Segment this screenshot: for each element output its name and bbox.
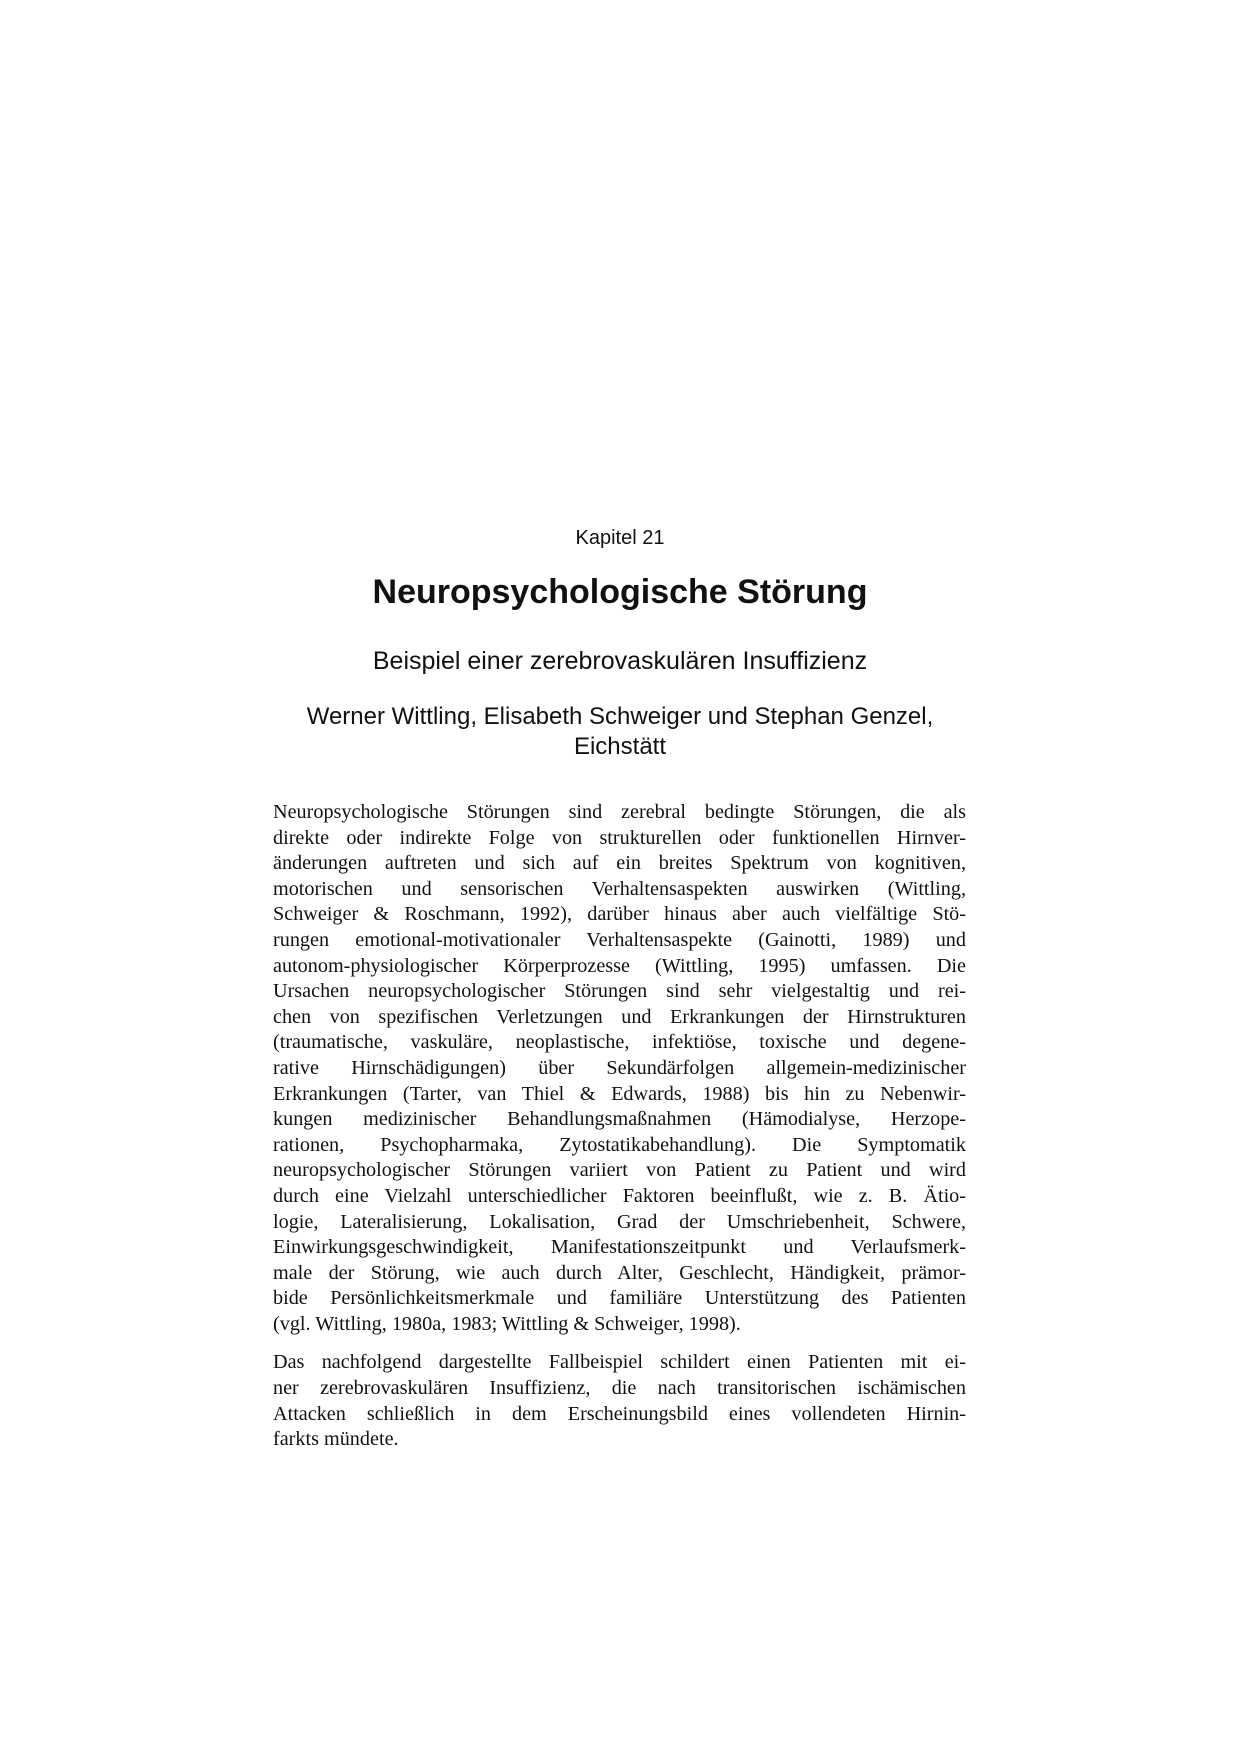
text-line: Neuropsychologische Störungen sind zerebral bedingte Störungen, die als (273, 801, 966, 823)
text-line: (vgl. Wittling, 1980a, 1983; Wittling & Schweiger, 1998). (273, 1312, 741, 1335)
text-line: logie, Lateralisierung, Lokalisation, Grad der Umschriebenheit, Schwere, (273, 1210, 966, 1233)
authors-affiliation: Eichstätt (573, 733, 667, 760)
text-line: male der Störung, wie auch durch Alter, Geschlecht, Händigkeit, prämor- (273, 1261, 966, 1284)
authors-block (0, 702, 1240, 762)
text-line: rungen emotional-motivationaler Verhaltensaspekte (Gainotti, 1989) und (273, 928, 966, 951)
text-line: Einwirkungsgeschwindigkeit, Manifestationszeitpunkt und Verlaufsmerk- (273, 1236, 966, 1259)
authors-line: Werner Wittling, Elisabeth Schweiger und Stephan Genzel, (306, 703, 934, 730)
text-line: direkte oder indirekte Folge von strukturellen oder funktionellen Hirnver- (273, 826, 966, 849)
text-line: motorischen und sensorischen Verhaltensaspekten auswirken (Wittling, (273, 877, 966, 900)
chapter-subtitle: Beispiel einer zerebrovaskulären Insuffizienz (372, 647, 868, 675)
text-line: farkts mündete. (273, 1428, 399, 1451)
text-line: Ursachen neuropsychologischer Störungen sind sehr vielgestaltig und rei- (273, 980, 966, 1003)
chapter-label: Kapitel 21 (575, 527, 665, 549)
text-line: kungen medizinischer Behandlungsmaßnahmen (Hämodialyse, Herzope- (273, 1108, 966, 1131)
text-line: änderungen auftreten und sich auf ein breites Spektrum von kognitiven, (273, 852, 966, 875)
body-paragraph (273, 800, 966, 1337)
chapter-title: Neuropsychologische Störung (372, 573, 868, 611)
text-line: Schweiger & Roschmann, 1992), darüber hinaus aber auch vielfältige Stö- (273, 903, 966, 926)
text-line: chen von spezifischen Verletzungen und Erkrankungen der Hirnstrukturen (273, 1005, 966, 1028)
text-line: (traumatische, vaskuläre, neoplastische, infektiöse, toxische und degene- (273, 1031, 966, 1054)
text-line: rationen, Psychopharmaka, Zytostatikabehandlung). Die Symptomatik (273, 1133, 966, 1156)
text-line: Das nachfolgend dargestellte Fallbeispiel schildert einen Patienten mit ei- (273, 1351, 966, 1374)
text-line: Erkrankungen (Tarter, van Thiel & Edwards, 1988) bis hin zu Nebenwir- (273, 1082, 966, 1105)
text-line: rative Hirnschädigungen) über Sekundärfolgen allgemein-medizinischer (273, 1056, 966, 1079)
text-line: Attacken schließlich in dem Erscheinungsbild eines vollendeten Hirnin- (273, 1402, 966, 1425)
text-line: autonom-physiologischer Körperprozesse (Wittling, 1995) umfassen. Die (273, 954, 966, 977)
text-line: ner zerebrovaskulären Insuffizienz, die nach transitorischen ischämischen (273, 1377, 966, 1400)
body-text (273, 800, 966, 1466)
text-line: bide Persönlichkeitsmerkmale und familiäre Unterstützung des Patienten (273, 1287, 966, 1310)
text-line: neuropsychologischer Störungen variiert von Patient zu Patient und wird (273, 1159, 966, 1182)
body-paragraph (273, 1350, 966, 1452)
text-line: durch eine Vielzahl unterschiedlicher Faktoren beeinflußt, wie z. B. Ätio- (273, 1184, 966, 1207)
